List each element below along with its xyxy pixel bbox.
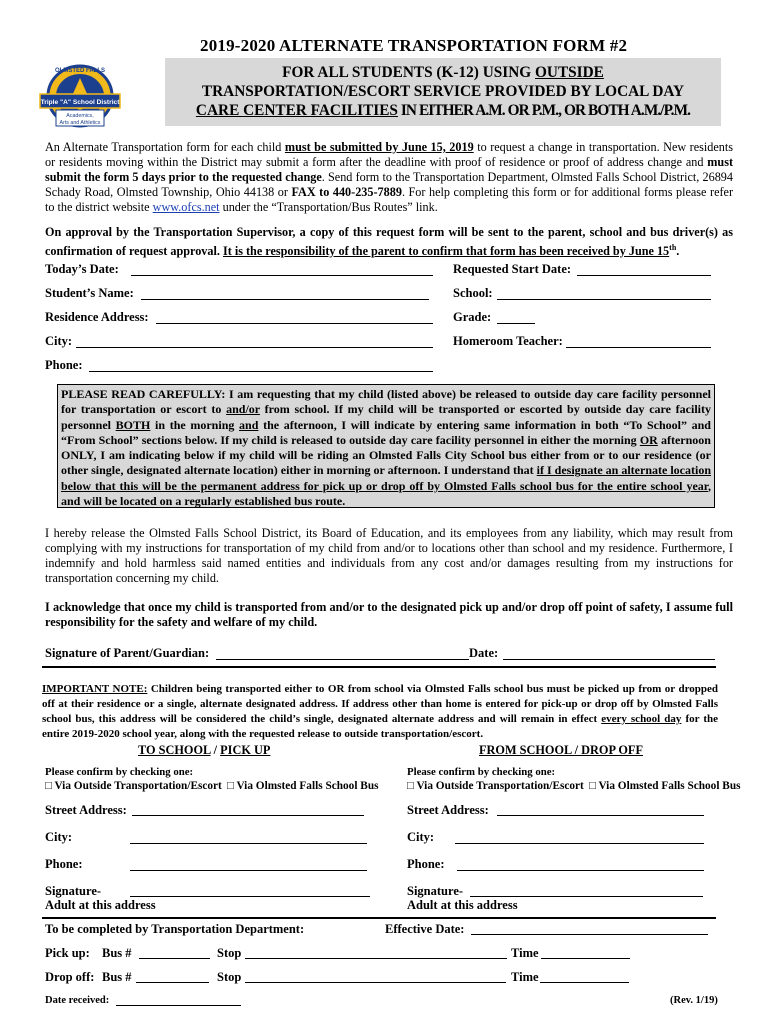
to-school-street-field[interactable] [132, 815, 364, 816]
to-school-heading-a: TO SCHOOL [138, 743, 211, 757]
read-text: in the morning [150, 417, 240, 432]
banner-line-1 [165, 64, 721, 82]
requested-start-date-field[interactable] [577, 275, 711, 276]
to-school-city-label: City: [45, 830, 73, 844]
to-school-adult-label: Adult at this address [45, 898, 156, 912]
pickup-stop-field[interactable] [245, 958, 507, 959]
intro-text: An Alternate Transportation form for each child [45, 140, 285, 154]
read-emph: BOTH [115, 417, 151, 432]
intro-paragraph [45, 140, 733, 215]
deadline-text: must be submitted by June 15, 2019 [284, 140, 474, 154]
revision-label: (Rev. 1/19) [670, 995, 718, 1006]
to-school-heading [138, 743, 270, 758]
from-school-phone-field[interactable] [457, 870, 704, 871]
signature-date-label: Date: [469, 646, 499, 660]
city-label: City: [45, 334, 73, 348]
from-school-phone-label: Phone: [407, 857, 445, 871]
intro-text: under the “Transportation/Bus Routes” link. [219, 200, 438, 214]
pickup-time-field[interactable] [541, 958, 630, 959]
five-days-text: must submit the form 5 days prior to the requested change [45, 155, 733, 184]
pickup-bus-field[interactable] [139, 958, 210, 959]
dropoff-stop-field[interactable] [245, 982, 506, 983]
pickup-bus-label: Bus # [102, 946, 132, 960]
release-paragraph: I hereby release the Olmsted Falls School District, its Board of Education, and its employees from any liability, which may result from complying with my instructions for transportation of my child from and/or to locations other than school and my residence. Furthermore, I indemnify and hold harmless said named entities and individuals from any cost and/or damages resulting from my instructions for transportation concerning my child. [45, 526, 733, 585]
fax-text: FAX to 440-235-7889 [291, 185, 402, 199]
dropoff-label: Drop off: [45, 970, 95, 984]
from-school-city-label: City: [407, 830, 435, 844]
todays-date-label: Today’s Date: [45, 262, 119, 276]
parent-signature-field[interactable] [216, 659, 469, 660]
important-note-label: IMPORTANT NOTE: [42, 683, 148, 695]
form-title: 2019-2020 ALTERNATE TRANSPORTATION FORM #2 [200, 36, 628, 55]
approval-paragraph [45, 225, 733, 259]
district-logo [30, 58, 130, 128]
todays-date-field[interactable] [131, 275, 433, 276]
requested-start-date-label: Requested Start Date: [453, 262, 572, 276]
from-school-street-field[interactable] [497, 815, 704, 816]
approval-text: On approval by the Transportation Supervisor, a copy of this request form will be sent to the parent, school and bus driver(s) as confirmation of request approval. [45, 225, 733, 259]
to-school-option-bus[interactable]: □ Via Olmsted Falls School Bus [227, 780, 379, 792]
transport-dept-heading: To be completed by Transportation Department: [45, 922, 305, 936]
to-school-street-label: Street Address: [45, 803, 127, 817]
dropoff-bus-label: Bus # [102, 970, 132, 984]
pickup-label: Pick up: [45, 946, 90, 960]
signature-date-field[interactable] [503, 659, 715, 660]
effective-date-field[interactable] [471, 934, 708, 935]
read-text: , and will be located on a regularly established bus route. [61, 478, 711, 509]
homeroom-teacher-field[interactable] [566, 347, 711, 348]
pickup-stop-label: Stop [217, 946, 242, 960]
district-website-link[interactable]: www.ofcs.net [152, 200, 220, 214]
to-school-heading-b: PICK UP [220, 743, 271, 757]
students-name-field[interactable] [141, 299, 429, 300]
acknowledge-paragraph: I acknowledge that once my child is transported from and/or to the designated pick up and/or drop off point of safety, I assume full responsibility for the safety and welfare of my child. [45, 600, 733, 629]
from-school-option-bus[interactable]: □ Via Olmsted Falls School Bus [589, 780, 741, 792]
to-school-option-escort[interactable]: □ Via Outside Transportation/Escort [45, 780, 222, 792]
logo-sub2: Arts and Athletics [59, 120, 101, 126]
to-school-phone-field[interactable] [130, 870, 367, 871]
to-school-heading-sep: / [210, 743, 221, 757]
to-school-confirm: Please confirm by checking one: [45, 766, 194, 778]
students-name-label: Student’s Name: [45, 286, 134, 300]
residence-address-label: Residence Address: [45, 310, 149, 324]
to-school-phone-label: Phone: [45, 857, 83, 871]
dropoff-time-label: Time [511, 970, 539, 984]
phone-label: Phone: [45, 358, 83, 372]
to-school-signature-field[interactable] [130, 896, 370, 897]
grade-label: Grade: [453, 310, 492, 324]
banner-line-3-text: IN EITHER A.M. OR P.M., OR BOTH A.M./P.M. [397, 102, 691, 119]
logo-top-text: OLMSTED FALLS [55, 68, 105, 74]
school-label: School: [453, 286, 493, 300]
parent-signature-label: Signature of Parent/Guardian: [45, 646, 210, 660]
from-school-street-label: Street Address: [407, 803, 489, 817]
intro-text: . For help completing this form or for additional forms please refer to the district website [45, 185, 733, 214]
dropoff-time-field[interactable] [540, 982, 629, 983]
read-emph: OR [639, 432, 658, 447]
important-note [42, 682, 718, 742]
read-text: afternoon ONLY, I am indicating below if my child will be riding an Olmsted Falls City School bus either from or to our residence (or other single, designated alternate location) either in morning or afternoon. I understand that [61, 432, 711, 478]
intro-text: to request a change in transportation. New residents or residents moving within the District may submit a form after the deadline with proof of residence or proof of address change and [45, 140, 733, 169]
transport-dept-divider [42, 917, 716, 919]
grade-field[interactable] [497, 323, 535, 324]
dropoff-bus-field[interactable] [136, 982, 209, 983]
from-school-confirm: Please confirm by checking one: [407, 766, 556, 778]
city-field[interactable] [76, 347, 433, 348]
logo-sub1: Academics, [66, 113, 94, 119]
read-text: from school. If my child will be transported or escorted by outside day care facility personnel [61, 402, 711, 432]
read-carefully-box [57, 384, 715, 508]
parent-responsibility-text: It is the responsibility of the parent to confirm that form has been received by June 15 [222, 244, 670, 259]
school-field[interactable] [497, 299, 711, 300]
pickup-time-label: Time [511, 946, 539, 960]
to-school-signature-label: Signature- [45, 884, 102, 898]
logo-ribbon-text: Triple "A" School District [40, 99, 120, 106]
intro-text: . Send form to the Transportation Department, Olmsted Falls School District, 26894 Schady Road, Olmsted Township, Ohio 44138 or [45, 170, 733, 199]
from-school-city-field[interactable] [455, 843, 704, 844]
banner-line-3-underline: CARE CENTER FACILITIES [195, 102, 398, 119]
banner-line-2: TRANSPORTATION/ESCORT SERVICE PROVIDED BY LOCAL DAY [201, 83, 685, 100]
date-received-field[interactable] [116, 1005, 241, 1006]
read-emph: if I designate an alternate location below that this will be the permanent address for pick up or drop off by Olmsted Falls school bus for the entire school year [61, 463, 711, 493]
from-school-heading: FROM SCHOOL / DROP OFF [479, 743, 643, 757]
approval-period: . [676, 244, 680, 259]
read-emph: and/or [226, 402, 260, 417]
banner-line-3 [165, 102, 721, 120]
to-school-city-field[interactable] [130, 843, 367, 844]
from-school-option-escort[interactable]: □ Via Outside Transportation/Escort [407, 780, 584, 792]
read-emph: and [239, 417, 259, 432]
date-received-label: Date received: [45, 995, 110, 1006]
dropoff-stop-label: Stop [217, 970, 242, 984]
important-note-text: Children being transported either to OR from school via Olmsted Falls school bus must be picked up from or dropped off at their residence or a single, alternate designated address. If address other than home is entered for pick-up or drop off by Olmsted Falls school bus, this address will be considered the child’s single, designated alternate address and will remain in effect [42, 683, 718, 725]
banner-line-1-text: FOR ALL STUDENTS (K-12) USING [282, 64, 535, 81]
superscript-th: th [669, 243, 677, 252]
important-note-emph: every school day [601, 713, 682, 725]
important-note-text: for the entire 2019-2020 school year, along with the requested release to outside transportation/escort. [42, 713, 718, 740]
section-divider [42, 666, 716, 668]
phone-field[interactable] [89, 371, 433, 372]
effective-date-label: Effective Date: [385, 922, 465, 936]
residence-address-field[interactable] [156, 323, 433, 324]
from-school-signature-label: Signature- [407, 884, 464, 898]
read-text: the afternoon, I will indicate by entering same information in both “To School” and “From School” sections below. If my child is released to outside day care facility personnel in either the morning [61, 417, 711, 447]
homeroom-teacher-label: Homeroom Teacher: [453, 334, 563, 348]
header-banner [165, 58, 721, 126]
banner-line-1-underline: OUTSIDE [535, 64, 604, 81]
from-school-adult-label: Adult at this address [407, 898, 518, 912]
read-text: PLEASE READ CAREFULLY: I am requesting that my child (listed above) be released to outside day care facility personnel for transportation or escort to [61, 387, 711, 417]
from-school-signature-field[interactable] [470, 896, 703, 897]
